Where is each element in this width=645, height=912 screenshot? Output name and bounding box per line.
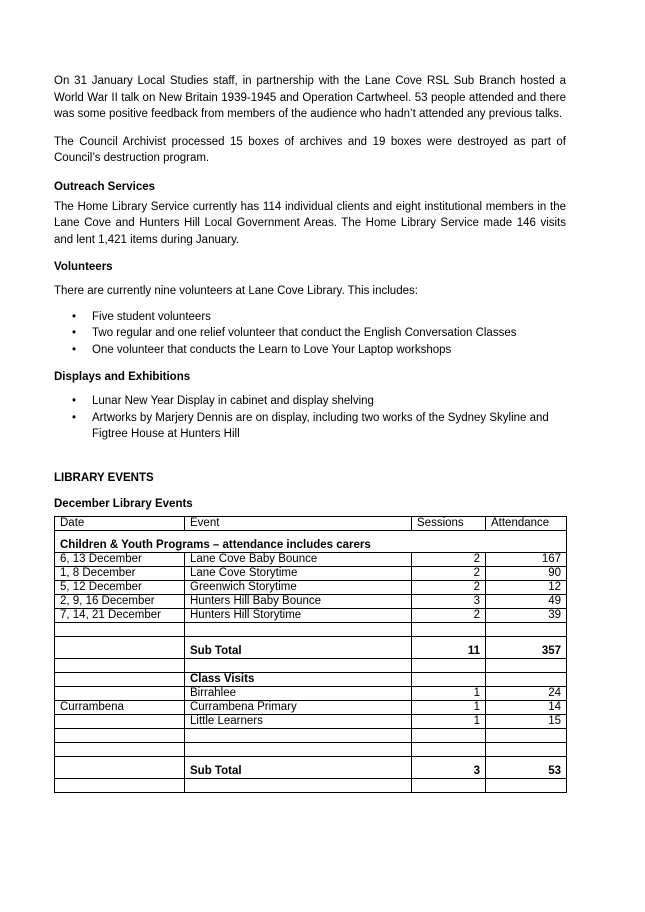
bullet-icon: • (72, 310, 77, 323)
heading-outreach-services: Outreach Services (54, 180, 156, 193)
list-item: • Lunar New Year Display in cabinet and display shelving (54, 393, 566, 410)
heading-displays: Displays and Exhibitions (54, 371, 191, 383)
bullet-icon: • (72, 327, 77, 339)
subtotal-row-children (55, 636, 567, 658)
section-row-children (55, 530, 567, 552)
bullet-icon: • (72, 395, 77, 407)
subtotal-label: Sub Total (185, 756, 412, 778)
paragraph-home-library: The Home Library Service currently has 114 individual clients and eight institutional members in the Lane Cove and Hunters Hill Local Government Areas. The Home Library Service made 146 visits and lent 1,421 items during January. (54, 200, 566, 246)
class-visits-label: Class Visits (185, 672, 412, 686)
list-item: • One volunteer that conducts the Learn to Love Your Laptop workshops (54, 342, 566, 359)
document-page (54, 73, 566, 793)
header-event: Event (185, 516, 412, 530)
subtotal-row-class-visits (55, 756, 567, 778)
table-row: 5, 12 December Greenwich Storytime 2 12 (55, 580, 567, 594)
section-row-class-visits (55, 672, 567, 686)
header-attendance: Attendance (486, 516, 567, 530)
paragraph-volunteers: There are currently nine volunteers at Lane Cove Library. This includes: (54, 285, 418, 297)
subtotal-attendance: 53 (486, 756, 567, 778)
table-row: 7, 14, 21 December Hunters Hill Storytime 2 39 (55, 608, 567, 622)
empty-row (55, 622, 567, 636)
header-sessions: Sessions (412, 516, 486, 530)
volunteer-list (54, 309, 566, 359)
events-table (54, 516, 567, 793)
table-row: Birrahlee 1 24 (55, 686, 567, 700)
heading-december-events: December Library Events (54, 497, 193, 510)
display-list (54, 393, 566, 443)
table-header-row (55, 516, 567, 530)
subtotal-attendance: 357 (486, 636, 567, 658)
paragraph-archivist: The Council Archivist processed 15 boxes of archives and 19 boxes were destroyed as part of Council’s destruction program. (54, 135, 566, 164)
table-row: Little Learners 1 15 (55, 714, 567, 728)
section-children-label: Children & Youth Programs – attendance includes carers (55, 530, 567, 552)
table-row: 1, 8 December Lane Cove Storytime 2 90 (55, 566, 567, 580)
table-row: Currambena Currambena Primary 1 14 (55, 700, 567, 714)
bullet-icon: • (72, 343, 77, 356)
paragraph-local-studies: On 31 January Local Studies staff, in partnership with the Lane Cove RSL Sub Branch hosted a World War II talk on New Britain 1939-1945 and Operation Cartwheel. 53 people attended and there was some positive feedback from members of the audience who hadn’t attended any previous talks. (54, 75, 566, 120)
list-item: • Artworks by Marjery Dennis are on display, including two works of the Sydney Skyline and Figtree House at Hunters Hill (72, 411, 549, 440)
heading-volunteers: Volunteers (54, 261, 113, 273)
empty-row (55, 778, 567, 792)
list-item: • Five student volunteers (54, 309, 566, 326)
bullet-icon: • (72, 411, 77, 424)
empty-row (55, 742, 567, 756)
table-row: 6, 13 December Lane Cove Baby Bounce 2 167 (55, 552, 567, 566)
subtotal-sessions: 3 (412, 756, 486, 778)
empty-row (55, 658, 567, 672)
empty-row (55, 728, 567, 742)
subtotal-label: Sub Total (185, 636, 412, 658)
subtotal-sessions: 11 (412, 636, 486, 658)
table-row: 2, 9, 16 December Hunters Hill Baby Bounce 3 49 (55, 594, 567, 608)
header-date: Date (55, 516, 185, 530)
heading-library-events: LIBRARY EVENTS (54, 471, 154, 484)
list-item: • Two regular and one relief volunteer that conduct the English Conversation Classes (54, 325, 566, 342)
